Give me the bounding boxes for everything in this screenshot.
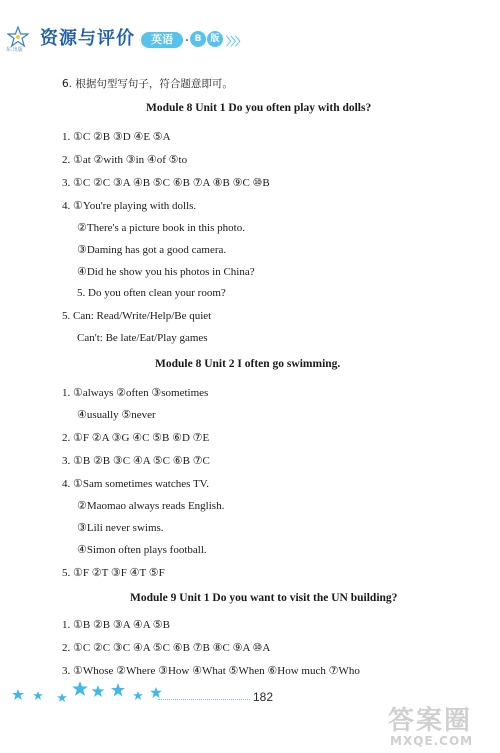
answer-line: ④Simon often plays football.	[77, 544, 207, 556]
answer-line: ②Maomao always reads English.	[77, 500, 225, 512]
page-number: 182	[253, 690, 274, 704]
footer-divider	[158, 699, 250, 700]
page-header	[0, 0, 500, 62]
answer-line: 4. ①You're playing with dolls.	[62, 200, 197, 212]
answer-line: 3. ①C ②C ③A ④B ⑤C ⑥B ⑦A ⑧B ⑨C ⑩B	[62, 177, 270, 189]
answer-line: ③Daming has got a good camera.	[77, 244, 227, 256]
answer-line: 3. ①B ②B ③C ④A ⑤C ⑥B ⑦C	[62, 455, 210, 467]
answer-line: Can't: Be late/Eat/Play games	[77, 332, 208, 344]
star-logo-icon	[7, 26, 29, 48]
book-title: 资源与评价	[40, 28, 135, 49]
brand-subtitle: 东·出版	[6, 47, 23, 53]
separator-dot: ·	[185, 33, 190, 47]
answer-line: ④usually ⑤never	[77, 409, 156, 421]
answer-line: 2. ①F ②A ③G ④C ⑤B ⑥D ⑦E	[62, 432, 210, 444]
answer-line: 5. Do you often clean your room?	[77, 287, 226, 299]
watermark-text: 答案圈	[388, 706, 473, 736]
section-heading: Module 8 Unit 2 I often go swimming.	[155, 358, 341, 370]
answer-line: 2. ①C ②C ③C ④A ⑤C ⑥B ⑦B ⑧C ⑨A ⑩A	[62, 642, 271, 654]
answer-line: ②There's a picture book in this photo.	[77, 222, 245, 234]
decorative-stars-icon	[10, 679, 170, 709]
watermark	[388, 700, 498, 750]
answer-line: ③Lili never swims.	[77, 522, 164, 534]
answer-line: 1. ①C ②B ③D ④E ⑤A	[62, 131, 171, 143]
answer-line: 5. ①F ②T ③F ④T ⑤F	[62, 567, 165, 579]
section-heading: Module 8 Unit 1 Do you often play with dolls?	[146, 102, 372, 114]
answer-line: 1. ①B ②B ③A ④A ⑤B	[62, 619, 170, 631]
section-heading: Module 9 Unit 1 Do you want to visit the UN building?	[130, 592, 398, 604]
edition-badge-ban: 版	[207, 31, 223, 47]
subject-badge: 英语	[141, 32, 183, 48]
watermark-url: MXQE.COM	[390, 734, 474, 748]
answer-line: 2. ①at ②with ③in ④of ⑤to	[62, 154, 188, 166]
instruction-line: 6. 根据句型写句子，符合题意即可。	[62, 78, 233, 90]
answer-line: 5. Can: Read/Write/Help/Be quiet	[62, 310, 212, 322]
answer-line: ④Did he show you his photos in China?	[77, 266, 255, 278]
answer-line: 4. ①Sam sometimes watches TV.	[62, 478, 209, 490]
answer-line: 1. ①always ②often ③sometimes	[62, 387, 209, 399]
answer-line: 3. ①Whose ②Where ③How ④What ⑤When ⑥How much ⑦Who	[62, 665, 360, 677]
chevron-right-icon: 〉〉〉	[226, 35, 245, 48]
edition-badge: B	[190, 31, 206, 47]
